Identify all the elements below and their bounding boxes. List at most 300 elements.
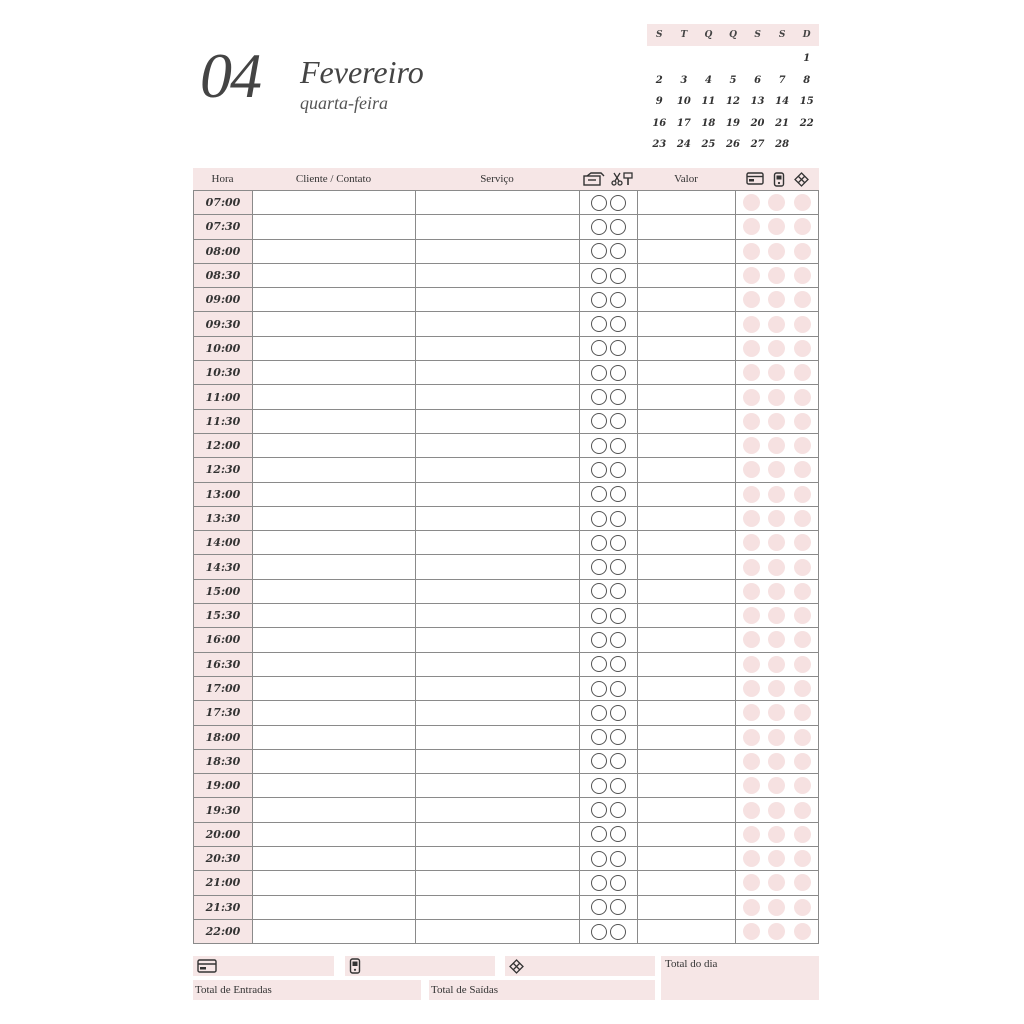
check-circle[interactable] xyxy=(610,535,626,551)
client-cell[interactable] xyxy=(253,385,416,409)
payment-dot[interactable] xyxy=(794,461,811,478)
value-cell[interactable] xyxy=(638,604,736,628)
payment-dot[interactable] xyxy=(794,413,811,430)
service-cell[interactable] xyxy=(416,240,580,264)
payment-dot[interactable] xyxy=(743,802,760,819)
payment-dot[interactable] xyxy=(743,364,760,381)
payment-dot[interactable] xyxy=(768,583,785,600)
value-cell[interactable] xyxy=(638,385,736,409)
value-cell[interactable] xyxy=(638,555,736,579)
value-cell[interactable] xyxy=(638,337,736,361)
client-cell[interactable] xyxy=(253,774,416,798)
payment-dot[interactable] xyxy=(743,194,760,211)
value-cell[interactable] xyxy=(638,653,736,677)
mini-weekday: Q xyxy=(704,30,713,40)
check-circle[interactable] xyxy=(591,438,607,454)
payment-dot[interactable] xyxy=(794,753,811,770)
service-cell[interactable] xyxy=(416,191,580,215)
payment-dot[interactable] xyxy=(743,826,760,843)
mini-day[interactable]: 8 xyxy=(803,74,811,86)
table-row xyxy=(194,774,819,798)
payment-dot[interactable] xyxy=(768,802,785,819)
check-circle[interactable] xyxy=(610,705,626,721)
mini-day[interactable]: 15 xyxy=(799,96,814,108)
service-cell[interactable] xyxy=(416,434,580,458)
check-circle[interactable] xyxy=(591,316,607,332)
payment-dot[interactable] xyxy=(794,389,811,406)
check-circle[interactable] xyxy=(591,729,607,745)
check-circle[interactable] xyxy=(591,462,607,478)
payment-dot[interactable] xyxy=(794,534,811,551)
service-cell[interactable] xyxy=(416,701,580,725)
payment-dot[interactable] xyxy=(768,243,785,260)
check-circle[interactable] xyxy=(610,656,626,672)
mini-day[interactable]: 24 xyxy=(676,139,691,151)
service-cell[interactable] xyxy=(416,750,580,774)
client-cell[interactable] xyxy=(253,896,416,920)
value-cell[interactable] xyxy=(638,896,736,920)
payment-dot[interactable] xyxy=(768,218,785,235)
payment-cell xyxy=(736,191,819,215)
value-cell[interactable] xyxy=(638,458,736,482)
payment-dot[interactable] xyxy=(743,267,760,284)
client-cell[interactable] xyxy=(253,677,416,701)
payment-dot[interactable] xyxy=(794,583,811,600)
check-circle[interactable] xyxy=(610,340,626,356)
payment-dot[interactable] xyxy=(743,777,760,794)
payment-dot[interactable] xyxy=(768,194,785,211)
service-cell[interactable] xyxy=(416,410,580,434)
payment-dot[interactable] xyxy=(768,753,785,770)
check-circle[interactable] xyxy=(610,559,626,575)
payment-dot[interactable] xyxy=(794,486,811,503)
service-cell[interactable] xyxy=(416,288,580,312)
value-cell[interactable] xyxy=(638,823,736,847)
value-cell[interactable] xyxy=(638,240,736,264)
mini-day[interactable]: 18 xyxy=(701,117,716,129)
payment-dot[interactable] xyxy=(768,340,785,357)
value-cell[interactable] xyxy=(638,361,736,385)
check-circle[interactable] xyxy=(591,656,607,672)
service-cell[interactable] xyxy=(416,677,580,701)
client-cell[interactable] xyxy=(253,580,416,604)
payment-dot[interactable] xyxy=(794,631,811,648)
payment-dot[interactable] xyxy=(794,802,811,819)
service-cell[interactable] xyxy=(416,215,580,239)
value-cell[interactable] xyxy=(638,531,736,555)
payment-dot[interactable] xyxy=(743,218,760,235)
client-cell[interactable] xyxy=(253,726,416,750)
service-cell[interactable] xyxy=(416,361,580,385)
value-cell[interactable] xyxy=(638,264,736,288)
check-circle[interactable] xyxy=(610,875,626,891)
value-cell[interactable] xyxy=(638,288,736,312)
check-circle[interactable] xyxy=(591,219,607,235)
payment-dot[interactable] xyxy=(768,899,785,916)
check-circle[interactable] xyxy=(610,462,626,478)
value-cell[interactable] xyxy=(638,628,736,652)
payment-dot[interactable] xyxy=(768,510,785,527)
mini-day[interactable]: 10 xyxy=(676,96,691,108)
payment-dot[interactable] xyxy=(794,826,811,843)
check-circle[interactable] xyxy=(591,243,607,259)
table-row xyxy=(194,701,819,725)
payment-dot[interactable] xyxy=(794,680,811,697)
check-circle[interactable] xyxy=(591,851,607,867)
check-circle[interactable] xyxy=(610,924,626,940)
check-circle[interactable] xyxy=(610,778,626,794)
payment-dot[interactable] xyxy=(768,777,785,794)
check-circle[interactable] xyxy=(610,583,626,599)
payment-dot[interactable] xyxy=(743,461,760,478)
client-cell[interactable] xyxy=(253,191,416,215)
check-circle[interactable] xyxy=(610,316,626,332)
check-circle[interactable] xyxy=(610,413,626,429)
payment-dot[interactable] xyxy=(794,850,811,867)
check-circle[interactable] xyxy=(610,292,626,308)
payment-dot[interactable] xyxy=(794,923,811,940)
mini-day[interactable]: 21 xyxy=(775,117,790,129)
payment-dot[interactable] xyxy=(743,389,760,406)
payment-dot[interactable] xyxy=(794,194,811,211)
payment-dot[interactable] xyxy=(743,559,760,576)
payment-dot[interactable] xyxy=(743,437,760,454)
payment-dot[interactable] xyxy=(768,461,785,478)
payment-dot[interactable] xyxy=(743,534,760,551)
payment-dot[interactable] xyxy=(794,656,811,673)
payment-dot[interactable] xyxy=(743,316,760,333)
value-cell[interactable] xyxy=(638,774,736,798)
mini-day[interactable]: 19 xyxy=(726,117,740,129)
mini-day[interactable]: 12 xyxy=(726,96,740,108)
check-circle[interactable] xyxy=(610,389,626,405)
payment-dot[interactable] xyxy=(794,777,811,794)
time-cell: 07:30 xyxy=(194,215,253,239)
payment-dot[interactable] xyxy=(743,753,760,770)
client-cell[interactable] xyxy=(253,483,416,507)
value-cell[interactable] xyxy=(638,701,736,725)
payment-dot[interactable] xyxy=(768,923,785,940)
check-circle[interactable] xyxy=(591,365,607,381)
check-circle[interactable] xyxy=(591,802,607,818)
service-cell[interactable] xyxy=(416,798,580,822)
client-cell[interactable] xyxy=(253,288,416,312)
mini-day xyxy=(647,48,672,70)
check-circle[interactable] xyxy=(610,486,626,502)
payment-dot[interactable] xyxy=(794,340,811,357)
value-cell[interactable] xyxy=(638,871,736,895)
mini-day[interactable]: 25 xyxy=(701,139,716,151)
client-cell[interactable] xyxy=(253,604,416,628)
check-circle[interactable] xyxy=(610,729,626,745)
time-cell: 13:30 xyxy=(194,507,253,531)
mini-day[interactable]: 5 xyxy=(729,74,737,86)
payment-dot[interactable] xyxy=(794,899,811,916)
client-cell[interactable] xyxy=(253,750,416,774)
payment-dot[interactable] xyxy=(743,631,760,648)
service-cell[interactable] xyxy=(416,653,580,677)
service-cell[interactable] xyxy=(416,871,580,895)
payment-cell xyxy=(736,483,819,507)
payment-dot[interactable] xyxy=(768,826,785,843)
payment-dot[interactable] xyxy=(794,316,811,333)
payment-dot[interactable] xyxy=(794,291,811,308)
payment-dot[interactable] xyxy=(743,680,760,697)
payment-dot[interactable] xyxy=(794,874,811,891)
check-circle[interactable] xyxy=(591,608,607,624)
client-cell[interactable] xyxy=(253,555,416,579)
payment-dot[interactable] xyxy=(794,437,811,454)
service-cell[interactable] xyxy=(416,264,580,288)
payment-dot[interactable] xyxy=(794,510,811,527)
check-circle[interactable] xyxy=(591,340,607,356)
service-cell[interactable] xyxy=(416,312,580,336)
payment-dot[interactable] xyxy=(768,316,785,333)
mini-day[interactable]: 11 xyxy=(701,96,716,108)
client-cell[interactable] xyxy=(253,823,416,847)
time-cell: 18:30 xyxy=(194,750,253,774)
check-circle[interactable] xyxy=(591,875,607,891)
payment-dot[interactable] xyxy=(768,631,785,648)
mini-day[interactable]: 20 xyxy=(750,117,765,129)
mini-day[interactable]: 7 xyxy=(778,74,786,86)
table-row xyxy=(194,847,819,871)
check-circle[interactable] xyxy=(610,608,626,624)
mini-day[interactable]: 26 xyxy=(726,139,740,151)
client-cell[interactable] xyxy=(253,531,416,555)
service-cell[interactable] xyxy=(416,774,580,798)
mini-day[interactable]: 22 xyxy=(799,117,814,129)
schedule-table xyxy=(193,168,819,944)
payment-dot[interactable] xyxy=(794,364,811,381)
client-cell[interactable] xyxy=(253,653,416,677)
value-cell[interactable] xyxy=(638,483,736,507)
table-row xyxy=(194,604,819,628)
payment-cell xyxy=(736,896,819,920)
table-row xyxy=(194,458,819,482)
payment-dot[interactable] xyxy=(743,899,760,916)
mini-day[interactable]: 4 xyxy=(704,74,712,86)
check-circle[interactable] xyxy=(591,778,607,794)
payment-dot[interactable] xyxy=(794,218,811,235)
check-circle[interactable] xyxy=(610,851,626,867)
payment-dot[interactable] xyxy=(743,850,760,867)
check-circle[interactable] xyxy=(591,535,607,551)
service-cell[interactable] xyxy=(416,580,580,604)
mini-day[interactable]: 14 xyxy=(775,96,790,108)
check-circle[interactable] xyxy=(610,438,626,454)
payment-dot[interactable] xyxy=(794,607,811,624)
client-cell[interactable] xyxy=(253,337,416,361)
service-cell[interactable] xyxy=(416,385,580,409)
check-cell xyxy=(580,483,638,507)
payment-dot[interactable] xyxy=(768,656,785,673)
check-circle[interactable] xyxy=(610,365,626,381)
payment-dot[interactable] xyxy=(743,291,760,308)
mini-day[interactable]: 9 xyxy=(655,96,663,108)
value-cell[interactable] xyxy=(638,312,736,336)
service-cell[interactable] xyxy=(416,483,580,507)
check-circle[interactable] xyxy=(591,486,607,502)
value-cell[interactable] xyxy=(638,726,736,750)
payment-dot[interactable] xyxy=(794,243,811,260)
client-cell[interactable] xyxy=(253,871,416,895)
service-cell[interactable] xyxy=(416,823,580,847)
check-circle[interactable] xyxy=(610,802,626,818)
client-cell[interactable] xyxy=(253,920,416,944)
client-cell[interactable] xyxy=(253,240,416,264)
payment-dot[interactable] xyxy=(768,437,785,454)
payment-dot[interactable] xyxy=(768,850,785,867)
value-cell[interactable] xyxy=(638,798,736,822)
payment-dot[interactable] xyxy=(768,680,785,697)
check-circle[interactable] xyxy=(610,826,626,842)
mini-day[interactable]: 27 xyxy=(750,139,765,151)
payment-dot[interactable] xyxy=(768,413,785,430)
payment-dot[interactable] xyxy=(743,607,760,624)
payment-dot[interactable] xyxy=(743,923,760,940)
service-cell[interactable] xyxy=(416,726,580,750)
client-cell[interactable] xyxy=(253,434,416,458)
client-cell[interactable] xyxy=(253,507,416,531)
payment-dot[interactable] xyxy=(768,729,785,746)
value-cell[interactable] xyxy=(638,580,736,604)
check-cell xyxy=(580,361,638,385)
service-cell[interactable] xyxy=(416,337,580,361)
payment-dot[interactable] xyxy=(743,486,760,503)
check-cell xyxy=(580,628,638,652)
check-circle[interactable] xyxy=(610,511,626,527)
check-circle[interactable] xyxy=(591,681,607,697)
check-circle[interactable] xyxy=(591,413,607,429)
value-cell[interactable] xyxy=(638,434,736,458)
payment-dot[interactable] xyxy=(768,486,785,503)
value-cell[interactable] xyxy=(638,215,736,239)
service-cell[interactable] xyxy=(416,920,580,944)
value-cell[interactable] xyxy=(638,920,736,944)
client-cell[interactable] xyxy=(253,312,416,336)
client-cell[interactable] xyxy=(253,361,416,385)
check-circle[interactable] xyxy=(591,389,607,405)
client-cell[interactable] xyxy=(253,215,416,239)
payment-dot[interactable] xyxy=(743,510,760,527)
client-cell[interactable] xyxy=(253,847,416,871)
value-cell[interactable] xyxy=(638,410,736,434)
payment-dot[interactable] xyxy=(794,704,811,721)
value-cell[interactable] xyxy=(638,750,736,774)
mini-day[interactable]: 17 xyxy=(672,113,697,135)
payment-dot[interactable] xyxy=(768,607,785,624)
time-cell: 15:00 xyxy=(194,580,253,604)
mini-day[interactable]: 3 xyxy=(680,74,688,86)
client-cell[interactable] xyxy=(253,410,416,434)
check-circle[interactable] xyxy=(591,559,607,575)
check-circle[interactable] xyxy=(591,899,607,915)
header-valor: Valor xyxy=(674,173,698,185)
check-circle[interactable] xyxy=(591,583,607,599)
payment-dot[interactable] xyxy=(794,729,811,746)
check-cell xyxy=(580,701,638,725)
value-cell[interactable] xyxy=(638,191,736,215)
service-cell[interactable] xyxy=(416,604,580,628)
payment-cell xyxy=(736,361,819,385)
payment-dot[interactable] xyxy=(768,704,785,721)
payment-dot[interactable] xyxy=(743,704,760,721)
payment-dot[interactable] xyxy=(768,364,785,381)
service-cell[interactable] xyxy=(416,896,580,920)
service-cell[interactable] xyxy=(416,531,580,555)
payment-dot[interactable] xyxy=(743,656,760,673)
payment-dot[interactable] xyxy=(794,267,811,284)
client-cell[interactable] xyxy=(253,458,416,482)
check-circle[interactable] xyxy=(591,268,607,284)
check-circle[interactable] xyxy=(610,899,626,915)
table-row xyxy=(194,507,819,531)
mini-day[interactable]: 16 xyxy=(647,113,672,135)
check-circle[interactable] xyxy=(591,195,607,211)
mini-day[interactable]: 23 xyxy=(652,139,667,151)
check-circle[interactable] xyxy=(610,219,626,235)
payment-dot[interactable] xyxy=(743,729,760,746)
mini-day[interactable]: 1 xyxy=(803,53,811,65)
payment-dot[interactable] xyxy=(743,583,760,600)
value-cell[interactable] xyxy=(638,677,736,701)
check-circle[interactable] xyxy=(591,292,607,308)
check-circle[interactable] xyxy=(610,268,626,284)
check-circle[interactable] xyxy=(591,632,607,648)
service-cell[interactable] xyxy=(416,628,580,652)
service-cell[interactable] xyxy=(416,507,580,531)
payment-dot[interactable] xyxy=(794,559,811,576)
payment-dot[interactable] xyxy=(743,243,760,260)
client-cell[interactable] xyxy=(253,264,416,288)
payment-cell xyxy=(736,798,819,822)
check-circle[interactable] xyxy=(591,924,607,940)
payment-dot[interactable] xyxy=(743,413,760,430)
service-cell[interactable] xyxy=(416,847,580,871)
check-circle[interactable] xyxy=(591,705,607,721)
payment-dot[interactable] xyxy=(768,267,785,284)
client-cell[interactable] xyxy=(253,701,416,725)
check-circle[interactable] xyxy=(591,511,607,527)
check-circle[interactable] xyxy=(591,753,607,769)
total-phone-box xyxy=(345,956,495,976)
mini-day[interactable]: 2 xyxy=(655,74,663,86)
value-cell[interactable] xyxy=(638,507,736,531)
check-circle[interactable] xyxy=(610,632,626,648)
check-circle[interactable] xyxy=(610,753,626,769)
check-circle[interactable] xyxy=(610,195,626,211)
check-circle[interactable] xyxy=(591,826,607,842)
client-cell[interactable] xyxy=(253,798,416,822)
service-cell[interactable] xyxy=(416,555,580,579)
payment-dot[interactable] xyxy=(768,874,785,891)
payment-dot[interactable] xyxy=(768,291,785,308)
mini-day[interactable]: 28 xyxy=(775,139,790,151)
payment-dot[interactable] xyxy=(743,340,760,357)
check-circle[interactable] xyxy=(610,681,626,697)
payment-dot[interactable] xyxy=(768,389,785,406)
mini-day[interactable]: 6 xyxy=(754,74,762,86)
value-cell[interactable] xyxy=(638,847,736,871)
mini-day[interactable]: 13 xyxy=(750,96,765,108)
payment-dot[interactable] xyxy=(743,874,760,891)
payment-dot[interactable] xyxy=(768,559,785,576)
check-circle[interactable] xyxy=(610,243,626,259)
client-cell[interactable] xyxy=(253,628,416,652)
service-cell[interactable] xyxy=(416,458,580,482)
payment-dot[interactable] xyxy=(768,534,785,551)
